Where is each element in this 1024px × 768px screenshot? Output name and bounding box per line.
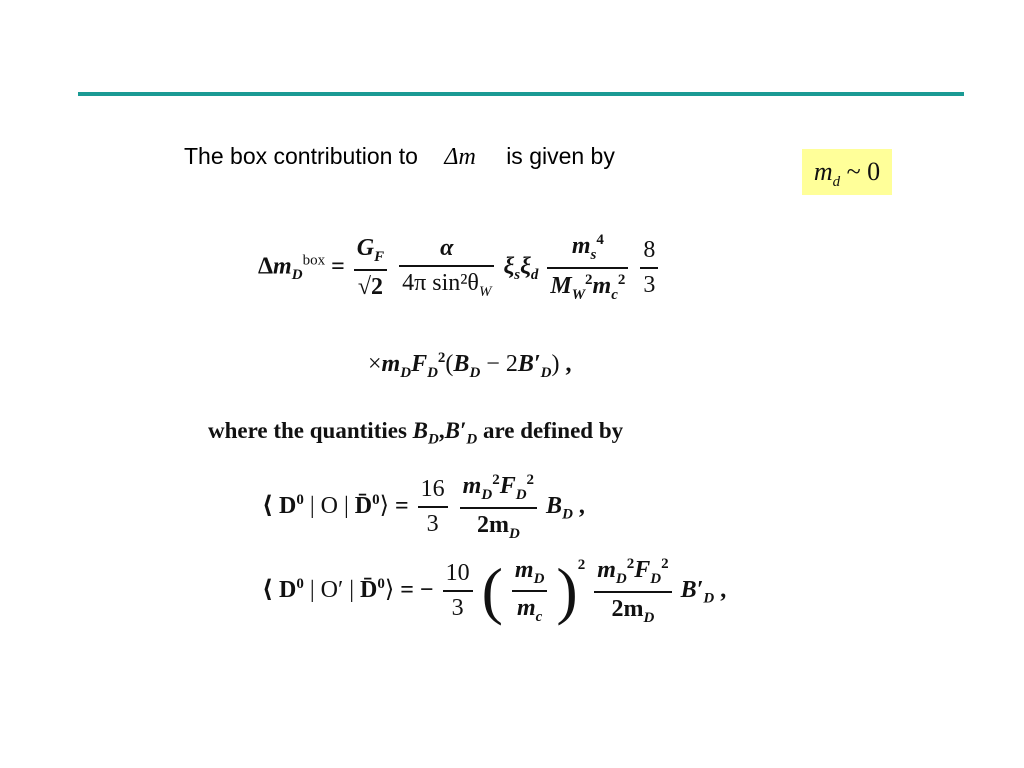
md2-fd2-fraction: $\frac{m_D^2F_D^2}{2m_D}$ — [460, 472, 537, 543]
delta-m-symbol: Δm — [444, 144, 476, 170]
md-approx-note: $m_d$ ~ 0 — [802, 149, 892, 195]
definition-intro: where the quantities $B_D,B'_D$ are defined by — [208, 418, 624, 448]
ten-thirds-fraction: $\frac{10}{3}$ — [443, 560, 473, 622]
left-paren: ( — [481, 555, 503, 627]
bd-prime-definition-equation: ⟨ $D^0$ | O′ | D̄$^0$⟩ = − $\frac{10}{3}$ ( $\frac{m_D}{m_c}$ )$^2$ $\frac{m_D^2F_D^2}{2m_D}$ $B'_D$ , — [262, 555, 727, 627]
alpha-fraction: $\frac{\alpha}{4\pi \sin^2\theta_W}$ — [399, 235, 494, 301]
box-equation: $\Delta m_D^{box}$ = $\frac{G_F}{√2}$ $\frac{\alpha}{4\pi \sin^2\theta_W}$ $\xi_s\xi_d$ $\frac{m_s^4}{M_W^2m_c^2}$ $\frac{8}{3}$ — [258, 232, 661, 304]
bd-definition-equation: ⟨ $D^0$ | O | D̄$^0$⟩ = $\frac{16}{3}$ $\frac{m_D^2F_D^2}{2m_D}$ $B_D$ , — [262, 472, 585, 542]
gf-fraction: $\frac{G_F}{√2}$ — [354, 235, 387, 301]
intro-tail: is given by — [506, 143, 615, 169]
intro-text: The box contribution to — [184, 143, 418, 169]
title-rule — [78, 92, 964, 96]
eight-thirds-fraction: $\frac{8}{3}$ — [640, 237, 658, 299]
box-equation-continuation: $\times m_DF_D^2(B_D - 2B'_D)$ , — [368, 350, 572, 381]
md2-fd2-fraction-2: $\frac{m_D^2F_D^2}{2m_D}$ — [594, 556, 671, 627]
right-paren: ) — [556, 555, 578, 627]
intro-line — [184, 143, 615, 171]
sixteen-thirds-fraction: $\frac{16}{3}$ — [418, 476, 448, 538]
mass-ratio-fraction: $\frac{m_s^4}{M_W^2m_c^2}$ — [547, 232, 628, 304]
md-over-mc-fraction: $\frac{m_D}{m_c}$ — [512, 557, 548, 627]
